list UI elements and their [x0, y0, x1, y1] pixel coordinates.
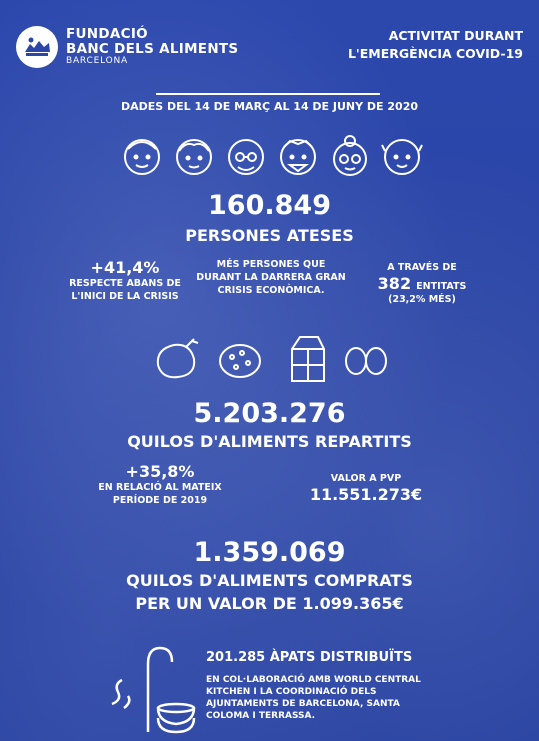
activity-title-line-1: ACTIVITAT DURANT	[388, 28, 523, 43]
entities-note: (23,2% MÉS)	[388, 294, 456, 305]
pvp-label: VALOR A PVP	[330, 473, 402, 484]
logo-line-1: FUNDACIÓ	[66, 26, 148, 42]
people-increase-text: RESPECTE ABANS DE L'INICI DE LA CRISIS	[69, 278, 181, 302]
food-increase-pct: +35,8%	[125, 462, 195, 481]
logo-line-3: BARCELONA	[66, 56, 128, 66]
people-middle-text: MÉS PERSONES QUE DURANT LA DARRERA GRAN CRISIS ECONÒMICA.	[196, 259, 346, 296]
bread-icon	[220, 345, 260, 377]
entities-number: 382	[377, 274, 412, 293]
bought-label-1: QUILOS D'ALIMENTS COMPRATS	[126, 571, 413, 590]
meals-count: 201.285 ÀPATS DISTRIBUÏTS	[206, 650, 413, 665]
entities-prefix: A TRAVÉS DE	[387, 262, 457, 273]
meals-collaboration: EN COL·LABORACIÓ AMB WORLD CENTRAL KITCHEN I LA COORDINACIÓ DELS AJUNTAMENTS DE BARCELONA, SANTA COLOMA I TERRASSA.	[206, 675, 421, 721]
bought-label-2: PER UN VALOR DE 1.099.365€	[135, 594, 404, 613]
bought-kilos: 1.359.069	[193, 537, 346, 568]
entities-block	[362, 261, 482, 306]
pvp-block	[296, 472, 436, 504]
food-label: QUILOS D'ALIMENTS REPARTITS	[127, 432, 412, 451]
food-increase-text: EN RELACIÓ AL MATEIX PERÍODE DE 2019	[98, 482, 222, 506]
activity-title-line-2: L'EMERGÈNCIA COVID-19	[347, 46, 523, 61]
ladle-and-bowls-icon	[106, 642, 196, 734]
pvp-value: 11.551.273€	[309, 485, 423, 504]
entities-line	[362, 274, 482, 293]
people-increase-pct: +41,4%	[90, 258, 160, 277]
food-icons	[152, 335, 392, 385]
divider	[156, 93, 380, 95]
logo-icon	[16, 26, 58, 68]
logo-line-2: BANC DELS ALIMENTS	[66, 41, 239, 57]
people-count: 160.849	[208, 190, 331, 221]
entities-word: ENTITATS	[416, 281, 467, 292]
chicken-icon	[158, 339, 198, 377]
food-increase	[80, 462, 240, 507]
milk-carton-icon	[292, 337, 324, 381]
people-label: PERSONES ATESES	[185, 226, 354, 245]
people-faces-icon	[120, 133, 424, 179]
people-increase	[60, 258, 190, 303]
food-kilos: 5.203.276	[193, 398, 346, 429]
eggs-icon	[346, 348, 386, 374]
dates-range: DADES DEL 14 DE MARÇ AL 14 DE JUNY DE 2020	[120, 100, 419, 113]
